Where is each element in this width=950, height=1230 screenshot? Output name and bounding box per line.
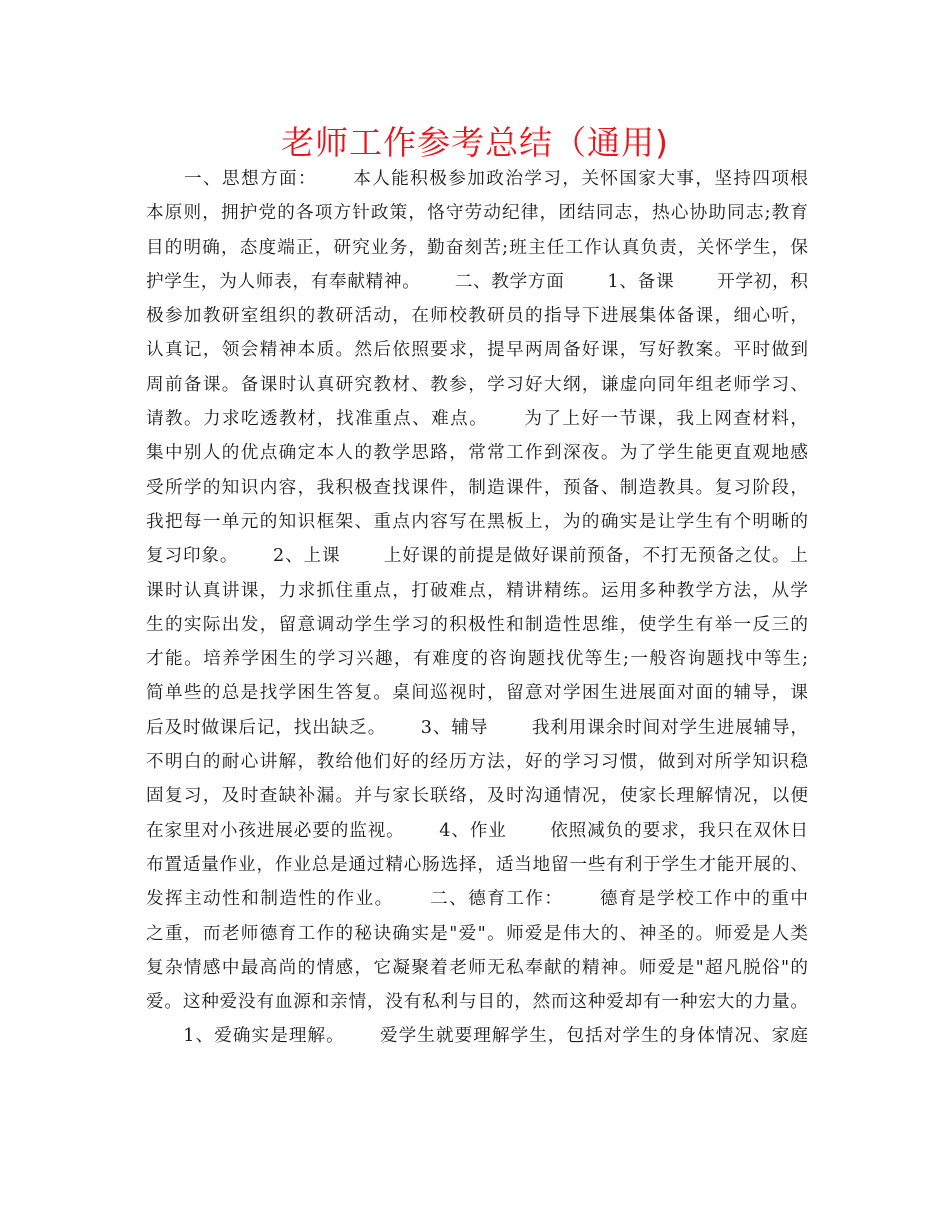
paragraph-line: 爱。这种爱没有血源和亲情，没有私利与目的，然而这种爱却有一种宏大的力量。 [146,992,808,1013]
paragraph-line: 固复习，及时查缺补漏。并与家长联络，及时沟通情况，使家长理解情况，以便 [146,786,808,807]
paragraph-line: 认真记，领会精神本质。然后依照要求，提早两周备好课，写好教案。平时做到 [146,340,808,361]
paragraph-line: 本原则，拥护党的各项方针政策，恪守劳动纪律，团结同志，热心协助同志;教育 [146,203,808,224]
paragraph-line: 生的实际出发，留意调动学生学习的积极性和制造性思维，使学生有举一反三的 [146,614,808,635]
document-title: 老师工作参考总结（通用) [281,123,669,162]
paragraph-line: 极参加教研室组织的教研活动，在师校教研员的指导下进展集体备课，细心听， [146,306,808,327]
paragraph-line: 之重，而老师德育工作的秘诀确实是"爱"。师爱是伟大的、神圣的。师爱是人类 [146,923,808,944]
paragraph-line: 简单些的总是找学困生答复。桌间巡视时，留意对学困生进展面对面的辅导，课 [146,683,808,704]
paragraph-line: 受所学的知识内容，我积极查找课件，制造课件，预备、制造教具。复习阶段， [146,477,808,498]
paragraph-line: 护学生，为人师表，有奉献精神。 二、教学方面 1、备课 开学初，积 [146,271,808,292]
paragraph-line: 目的明确，态度端正，研究业务，勤奋刻苦;班主任工作认真负责，关怀学生，保 [146,237,808,258]
paragraph-line: 请教。力求吃透教材，找准重点、难点。 为了上好一节课，我上网查材料， [146,409,808,430]
document-body [146,162,808,1054]
paragraph-line: 课时认真讲课，力求抓住重点，打破难点，精讲精练。运用多种教学方法，从学 [146,580,808,601]
paragraph-line: 不明白的耐心讲解，教给他们好的经历方法，好的学习习惯，做到对所学知识稳 [146,752,808,773]
paragraph-line: 周前备课。备课时认真研究教材、教参，学习好大纲，谦虚向同年组老师学习、 [146,374,808,395]
paragraph-line: 后及时做课后记，找出缺乏。 3、辅导 我利用课余时间对学生进展辅导， [146,717,808,738]
paragraph-line: 布置适量作业，作业总是通过精心肠选择，适当地留一些有利于学生才能开展的、 [146,854,808,875]
paragraph-line: 1、爱确实是理解。 爱学生就要理解学生，包括对学生的身体情况、家庭 [146,1026,808,1047]
paragraph-line: 才能。培养学困生的学习兴趣，有难度的咨询题找优等生;一般咨询题找中等生; [146,649,808,670]
paragraph-line: 我把每一单元的知识框架、重点内容写在黑板上，为的确实是让学生有个明晰的 [146,511,808,532]
paragraph-line: 在家里对小孩进展必要的监视。 4、作业 依照减负的要求，我只在双休日 [146,820,808,841]
paragraph-line: 复杂情感中最高尚的情感，它凝聚着老师无私奉献的精神。师爱是"超凡脱俗"的 [146,957,808,978]
paragraph-line: 一、思想方面： 本人能积极参加政治学习，关怀国家大事，坚持四项根 [146,169,808,189]
paragraph-line: 集中别人的优点确定本人的教学思路，常常工作到深夜。为了学生能更直观地感 [146,443,808,464]
paragraph-line: 发挥主动性和制造性的作业。 二、德育工作： 德育是学校工作中的重中 [146,889,808,910]
paragraph-line: 复习印象。 2、上课 上好课的前提是做好课前预备，不打无预备之仗。上 [146,546,808,567]
